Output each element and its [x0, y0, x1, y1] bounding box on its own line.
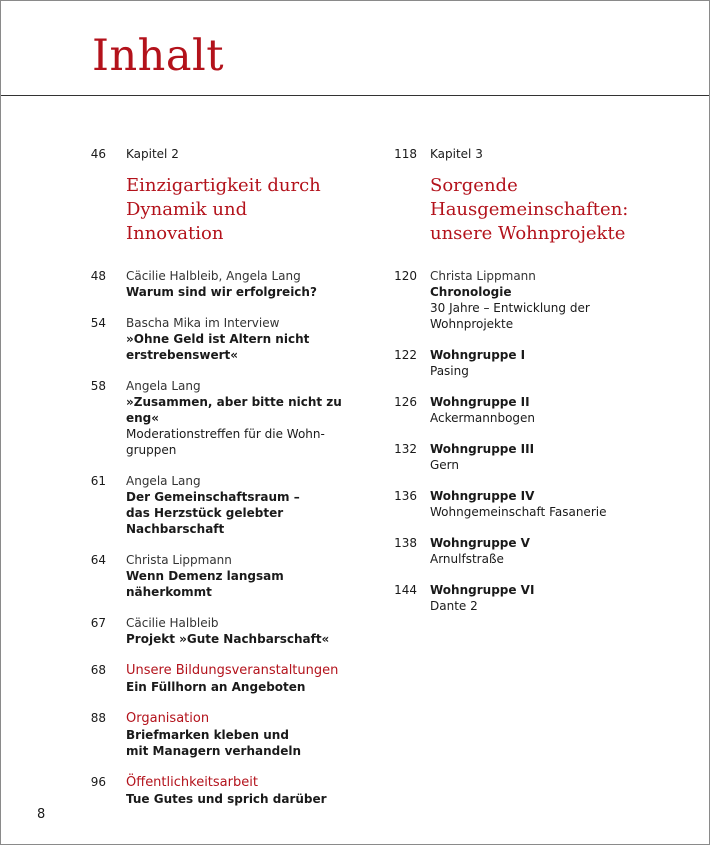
section-subtitle: Briefmarken kleben und: [126, 728, 289, 742]
entry-author: Angela Lang: [126, 474, 201, 488]
section-heading: Unsere Bildungsveranstaltungen: [126, 663, 339, 678]
entry-author: Angela Lang: [126, 379, 201, 393]
page-number: 126: [394, 395, 417, 409]
entry-subtitle: 30 Jahre – Entwicklung der: [430, 301, 590, 315]
group-place: Wohngemeinschaft Fasanerie: [430, 505, 607, 519]
group-place: Pasing: [430, 364, 469, 378]
toc-chapter-3: [391, 146, 709, 246]
toc-wohngruppe: [391, 394, 709, 426]
page-number: 48: [90, 269, 106, 283]
page-number: 58: [90, 379, 106, 393]
entry-title: »Ohne Geld ist Altern nicht: [126, 332, 310, 346]
group-name: Wohngruppe VI: [430, 583, 535, 597]
toc-section: [1, 774, 361, 807]
group-place: Ackermannbogen: [430, 411, 536, 425]
chapter-title-line: Einzigartigkeit durch: [126, 175, 321, 196]
group-name: Wohngruppe I: [430, 348, 526, 362]
group-name: Wohngruppe IV: [430, 489, 535, 503]
toc-left-column: [1, 146, 361, 807]
page-number: 120: [394, 269, 417, 283]
page-number: 138: [394, 536, 417, 550]
page-title: Inhalt: [92, 31, 225, 81]
chapter-title-line: Dynamik und: [126, 199, 248, 220]
entry-author: Cäcilie Halbleib: [126, 616, 219, 630]
entry-author: Christa Lippmann: [430, 269, 536, 283]
page-number: 96: [90, 775, 106, 789]
entry-author: Bascha Mika im Interview: [126, 316, 280, 330]
entry-title: Wenn Demenz langsam näherkommt: [126, 569, 284, 599]
page-number: 122: [394, 348, 417, 362]
page-number: 132: [394, 442, 417, 456]
entry-title: »Zusammen, aber bitte nicht zu eng«: [126, 395, 342, 425]
page-number: 67: [90, 616, 106, 630]
toc-section: [1, 710, 361, 759]
folio-page-number: 8: [37, 807, 46, 822]
entry-title: Chronologie: [430, 285, 512, 299]
page-number: 46: [90, 147, 106, 161]
toc-wohngruppe: [391, 582, 709, 614]
page-number: 144: [394, 583, 417, 597]
toc-entry: [1, 615, 361, 647]
page-number: 54: [90, 316, 106, 330]
page-number: 64: [90, 553, 106, 567]
entry-title: Der Gemeinschaftsraum –: [126, 490, 300, 504]
entry-author: Christa Lippmann: [126, 553, 232, 567]
group-name: Wohngruppe II: [430, 395, 530, 409]
entry-subtitle: gruppen: [126, 443, 177, 457]
entry-title: das Herzstück gelebter Nachbarschaft: [126, 506, 284, 536]
group-place: Gern: [430, 458, 460, 472]
toc-wohngruppe: [391, 347, 709, 379]
page-number: 88: [90, 711, 106, 725]
section-heading: Öffentlichkeitsarbeit: [126, 775, 258, 790]
section-subtitle: Tue Gutes und sprich darüber: [126, 792, 327, 806]
toc-wohngruppe: [391, 441, 709, 473]
chapter-label: Kapitel 3: [430, 147, 483, 161]
chapter-title: [430, 174, 709, 246]
section-heading: Organisation: [126, 711, 210, 726]
section-subtitle: Ein Füllhorn an Angeboten: [126, 680, 306, 694]
page-number: 61: [90, 474, 106, 488]
page-number: 118: [394, 147, 417, 161]
header-rule: [1, 95, 709, 96]
entry-title: Warum sind wir erfolgreich?: [126, 285, 317, 299]
toc-entry: [1, 473, 361, 537]
toc-right-column: [391, 146, 709, 614]
page-number: 136: [394, 489, 417, 503]
entry-subtitle: Wohnprojekte: [430, 317, 514, 331]
toc-entry-chronologie: [391, 268, 709, 332]
group-place: Dante 2: [430, 599, 478, 613]
chapter-title-line: unsere Wohnprojekte: [430, 223, 626, 244]
chapter-title-line: Sorgende: [430, 175, 518, 196]
page-number: 68: [90, 663, 106, 677]
toc-section: [1, 662, 361, 695]
chapter-title-line: Hausgemeinschaften:: [430, 199, 629, 220]
chapter-title-line: Innovation: [126, 223, 224, 244]
group-name: Wohngruppe III: [430, 442, 535, 456]
chapter-label: Kapitel 2: [126, 147, 179, 161]
entry-author: Cäcilie Halbleib, Angela Lang: [126, 269, 301, 283]
group-name: Wohngruppe V: [430, 536, 530, 550]
toc-wohngruppe: [391, 535, 709, 567]
entry-title: Projekt »Gute Nachbarschaft«: [126, 632, 330, 646]
entry-subtitle: Moderationstreffen für die Wohn-: [126, 427, 325, 441]
chapter-title: [126, 174, 361, 246]
toc-wohngruppe: [391, 488, 709, 520]
group-place: Arnulfstraße: [430, 552, 504, 566]
entry-title: erstrebenswert«: [126, 348, 239, 362]
section-subtitle: mit Managern verhandeln: [126, 744, 302, 758]
